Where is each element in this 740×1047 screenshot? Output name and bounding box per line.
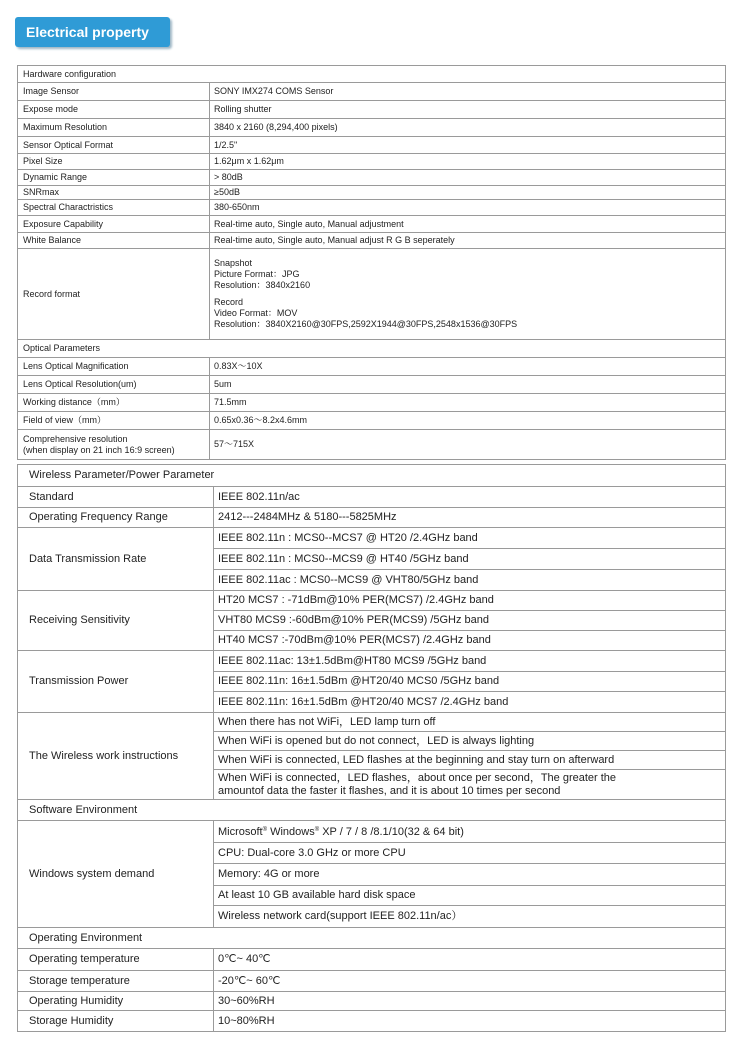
row-value: IEEE 802.11n : MCS0--MCS9 @ HT40 /5GHz band (214, 549, 726, 570)
row-label: Storage temperature (18, 971, 214, 992)
table-row (18, 170, 726, 186)
table-row (18, 412, 726, 430)
hardware-optical-table (17, 65, 726, 460)
table-row (18, 430, 726, 460)
row-label: Lens Optical Resolution(um) (18, 376, 210, 394)
section-title-hardware: Hardware configuration (18, 66, 726, 83)
row-label: Expose mode (18, 101, 210, 119)
table-row (18, 651, 726, 672)
record-line: Resolution：3840X2160@30FPS,2592X1944@30FPS,2548x1536@30FPS (214, 319, 518, 329)
table-row (18, 358, 726, 376)
row-label: White Balance (18, 233, 210, 249)
os-versions: XP / 7 / 8 /8.1/10(32 & 64 bit) (322, 826, 464, 838)
section-title-optical: Optical Parameters (18, 340, 726, 358)
row-value: 30~60%RH (214, 992, 726, 1011)
row-value: 5um (210, 376, 726, 394)
row-label: Exposure Capability (18, 216, 210, 233)
table-row (18, 394, 726, 412)
row-value: 1.62μm x 1.62μm (210, 154, 726, 170)
record-line: Snapshot (214, 258, 253, 268)
table-row (18, 137, 726, 154)
row-label: Operating Frequency Range (18, 508, 214, 528)
table-row (18, 200, 726, 216)
row-label: Storage Humidity (18, 1011, 214, 1032)
row-value: IEEE 802.11n: 16±1.5dBm @HT20/40 MCS7 /2.4GHz band (214, 692, 726, 713)
wireless-software-table (17, 464, 726, 1032)
row-value: VHT80 MCS9 :-60dBm@10% PER(MCS9) /5GHz band (214, 611, 726, 631)
row-value: 57～715X (210, 430, 726, 460)
row-label: Field of view（mm） (18, 412, 210, 430)
row-label: Sensor Optical Format (18, 137, 210, 154)
row-value: When WiFi is connected, LED flashes at the beginning and stay turn on afterward (214, 751, 726, 770)
record-line: Picture Format：JPG (214, 269, 300, 279)
os-vendor: Microsoft (218, 826, 263, 838)
row-label: Dynamic Range (18, 170, 210, 186)
row-label: Data Transmission Rate (18, 528, 214, 591)
row-value: HT20 MCS7 : -71dBm@10% PER(MCS7) /2.4GHz band (214, 591, 726, 611)
table-row (18, 101, 726, 119)
row-label: SNRmax (18, 186, 210, 200)
row-value: 0.65x0.36～8.2x4.6mm (210, 412, 726, 430)
section-title-wireless: Wireless Parameter/Power Parameter (18, 465, 726, 487)
comprehensive-sublabel: (when display on 21 inch 16:9 screen) (23, 444, 175, 455)
table-row (18, 83, 726, 101)
registered-mark: ® (262, 827, 268, 833)
row-value: IEEE 802.11n : MCS0--MCS7 @ HT20 /2.4GHz band (214, 528, 726, 549)
table-row (18, 376, 726, 394)
row-label (18, 430, 210, 460)
row-label: Image Sensor (18, 83, 210, 101)
row-label: Pixel Size (18, 154, 210, 170)
row-label: Maximum Resolution (18, 119, 210, 137)
section-header: Electrical property (15, 17, 170, 47)
row-label: Standard (18, 487, 214, 508)
registered-mark: ® (314, 827, 320, 833)
table-row (18, 119, 726, 137)
row-label: Spectral Charactristics (18, 200, 210, 216)
row-value: Real-time auto, Single auto, Manual adjustment (210, 216, 726, 233)
row-value: 71.5mm (210, 394, 726, 412)
table-row (18, 821, 726, 843)
table-row (18, 508, 726, 528)
row-label: Lens Optical Magnification (18, 358, 210, 376)
row-value: 0.83X～10X (210, 358, 726, 376)
os-name: Windows (270, 826, 315, 838)
row-value: HT40 MCS7 :-70dBm@10% PER(MCS7) /2.4GHz band (214, 631, 726, 651)
table-row (18, 591, 726, 611)
table-row (18, 949, 726, 971)
row-value: 0℃~ 40℃ (214, 949, 726, 971)
instruction-line: When WiFi is connected，LED flashes，about once per second，The greater the (218, 771, 617, 784)
row-value: 10~80%RH (214, 1011, 726, 1032)
row-label: Operating Humidity (18, 992, 214, 1011)
row-value: 2412---2484MHz & 5180---5825MHz (214, 508, 726, 528)
row-value: When WiFi is opened but do not connect，LED is always lighting (214, 732, 726, 751)
table-row (18, 249, 726, 340)
table-row (18, 186, 726, 200)
row-value: Wireless network card(support IEEE 802.11n/ac） (214, 906, 726, 928)
row-value: 380-650nm (210, 200, 726, 216)
table-row (18, 528, 726, 549)
row-value: ≥50dB (210, 186, 726, 200)
table-row (18, 216, 726, 233)
row-value: Real-time auto, Single auto, Manual adjust R G B seperately (210, 233, 726, 249)
row-label: Operating temperature (18, 949, 214, 971)
row-label: Windows system demand (18, 821, 214, 928)
row-value: 3840 x 2160 (8,294,400 pixels) (210, 119, 726, 137)
table-row (18, 487, 726, 508)
record-line: Record (214, 297, 244, 307)
table-row (18, 1011, 726, 1032)
row-value: Rolling shutter (210, 101, 726, 119)
row-value: 1/2.5" (210, 137, 726, 154)
row-value (214, 770, 726, 800)
row-label: Working distance（mm） (18, 394, 210, 412)
table-row (18, 233, 726, 249)
table-row (18, 971, 726, 992)
section-title-operating: Operating Environment (18, 928, 726, 949)
table-row (18, 992, 726, 1011)
instruction-line: amountof data the faster it flashes, and it is about 10 times per second (218, 784, 561, 797)
row-label: Record format (18, 249, 210, 340)
row-value: IEEE 802.11n/ac (214, 487, 726, 508)
row-value: IEEE 802.11ac: 13±1.5dBm@HT80 MCS9 /5GHz band (214, 651, 726, 672)
comprehensive-label: Comprehensive resolution (23, 433, 128, 444)
record-format-value (210, 249, 726, 340)
row-value: IEEE 802.11ac : MCS0--MCS9 @ VHT80/5GHz band (214, 570, 726, 591)
row-label: Transmission Power (18, 651, 214, 713)
row-value: -20℃~ 60℃ (214, 971, 726, 992)
table-row (18, 713, 726, 732)
row-value: > 80dB (210, 170, 726, 186)
row-value: When there has not WiFi，LED lamp turn off (214, 713, 726, 732)
record-line: Resolution：3840x2160 (214, 280, 311, 290)
record-line: Video Format：MOV (214, 308, 298, 318)
row-value: CPU: Dual-core 3.0 GHz or more CPU (214, 843, 726, 864)
table-row (18, 154, 726, 170)
row-label: The Wireless work instructions (18, 713, 214, 800)
row-value: SONY IMX274 COMS Sensor (210, 83, 726, 101)
os-requirement (214, 821, 726, 843)
row-value: Memory: 4G or more (214, 864, 726, 886)
row-value: At least 10 GB available hard disk space (214, 886, 726, 906)
row-label: Receiving Sensitivity (18, 591, 214, 651)
row-value: IEEE 802.11n: 16±1.5dBm @HT20/40 MCS0 /5GHz band (214, 672, 726, 692)
section-title-software: Software Environment (18, 800, 726, 821)
